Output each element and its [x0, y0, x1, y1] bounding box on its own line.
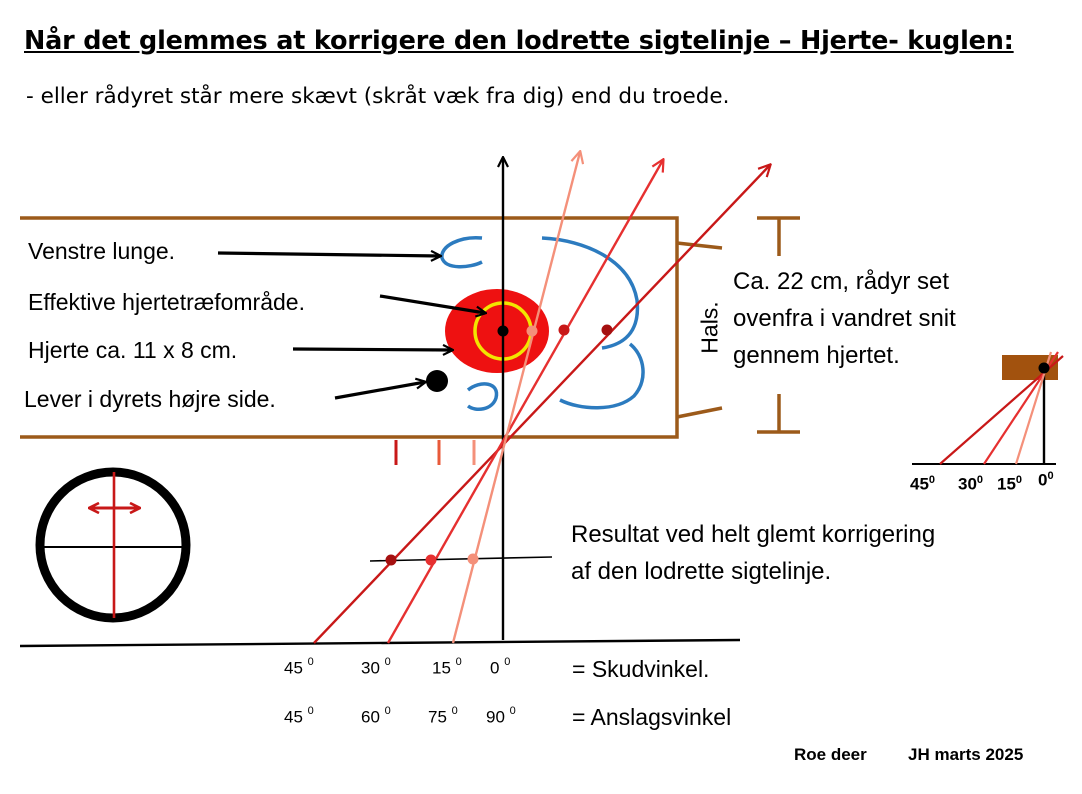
heart-dot-30deg [559, 325, 570, 336]
impact-angle-label: = Anslagsvinkel [572, 704, 732, 730]
lung-lower-left [468, 384, 497, 409]
shot-angle-15: 15 $^0$ [432, 656, 462, 678]
shot-angle-label: = Skudvinkel. [572, 656, 710, 682]
label-body-width [733, 263, 956, 374]
page-title: Når det glemmes at korrigere den lodrette sigtelinje – Hjerte- kuglen: [24, 26, 1014, 56]
label-neck: Hals. [696, 301, 723, 354]
arrow-heart [293, 349, 452, 350]
label-heart-size: Hjerte ca. 11 x 8 cm. [28, 337, 238, 363]
liver-dot [426, 370, 448, 392]
label-effective-heart-area: Effektive hjertetræfområde. [28, 289, 305, 315]
left-lung-upper [442, 238, 482, 267]
body-width-line: gennem hjertet. [733, 342, 900, 369]
heart-dot-45deg [602, 325, 613, 336]
impact-angle-60: 60 $^0$ [361, 705, 391, 727]
heart-dot-0deg [498, 326, 509, 337]
ground-line [20, 640, 740, 646]
result-dot-45deg [386, 555, 397, 566]
impact-angle-45: 45 $^0$ [284, 705, 314, 727]
small-angle-15: $15^0$ [997, 474, 1023, 494]
body-width-line: ovenfra i vandret snit [733, 305, 956, 332]
credit-right: JH marts 2025 [908, 745, 1024, 764]
shot-angle-45: 45 $^0$ [284, 656, 314, 678]
small-angle-0: $0^0$ [1038, 470, 1054, 490]
shot-angle-30: 30 $^0$ [361, 656, 391, 678]
small-angle-30: $30^0$ [958, 474, 984, 494]
lung-lower-right [560, 344, 643, 408]
label-liver: Lever i dyrets højre side. [24, 386, 276, 412]
trajectory-15deg [453, 152, 580, 643]
label-left-lung: Venstre lunge. [28, 238, 176, 264]
result-dot-30deg [426, 555, 437, 566]
credit-left: Roe deer [794, 745, 867, 764]
result-line-text: Resultat ved helt glemt korrigering [571, 521, 936, 548]
arrow-liver [335, 382, 425, 398]
page-subtitle: - eller rådyret står mere skævt (skråt væk fra dig) end du troede. [26, 84, 730, 109]
shot-angle-0: 0 $^0$ [490, 656, 511, 678]
body-width-line: Ca. 22 cm, rådyr set [733, 268, 950, 295]
result-line-text: af den lodrette sigtelinje. [571, 558, 832, 585]
heart-dot-15deg [527, 326, 538, 337]
arrow-left-lung [218, 253, 440, 256]
impact-angle-90: 90 $^0$ [486, 705, 516, 727]
scope-reticle-icon [40, 472, 186, 618]
result-dot-15deg [468, 554, 479, 565]
left-lung-right [542, 238, 637, 348]
small-angle-45: $45^0$ [910, 474, 936, 494]
impact-angle-75: 75 $^0$ [428, 705, 458, 727]
result-line [370, 557, 552, 561]
label-result [571, 516, 935, 590]
